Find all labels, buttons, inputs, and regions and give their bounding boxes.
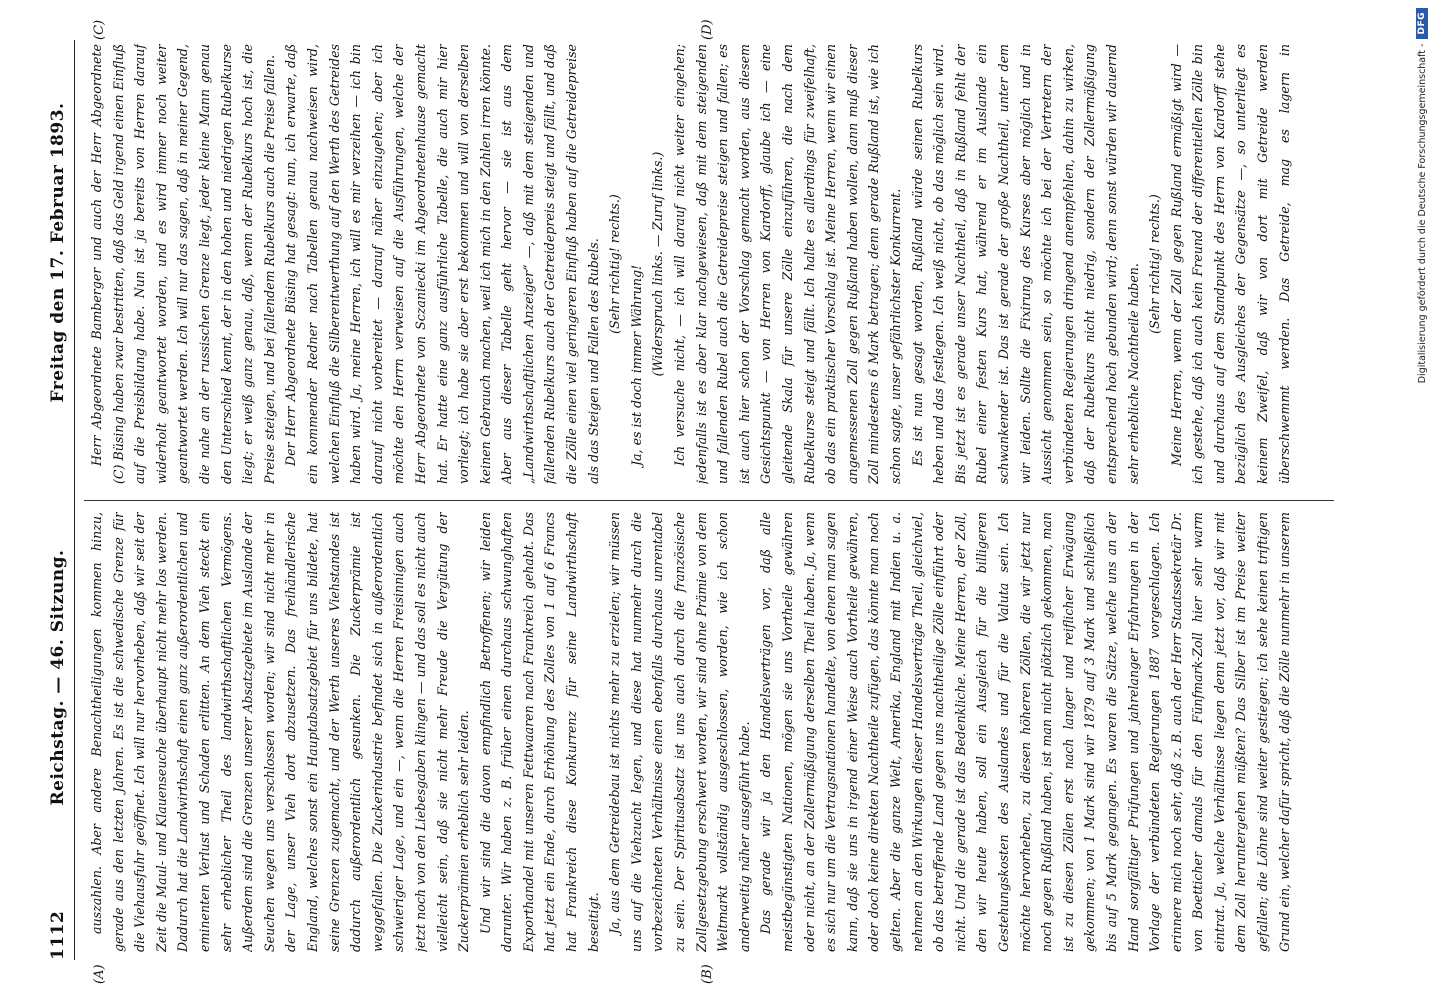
header-session-title: Reichstag. — 46. Sitzung. (48, 549, 68, 806)
dfg-watermark (1414, 8, 1430, 992)
margin-marker-c: (C) (92, 19, 107, 40)
paragraph: Das gerade wir ja den Handelsverträgen vor, daß alle meistbegünstigten Nationen, mögen sie uns Vortheile gewähren oder nicht, an der Zollermäßigung derselben Theil haben. Ja, wenn es sich nur um die Vertragsnationen handelte, von denen man sagen kann, daß sie uns in irgend einer Weise auch Vortheile gewähren, oder doch keine direkten Nachtheile zufügen, das könnte man noch gelten. Aber die ganze Welt, Amerika, England mit Indien u. a. nehmen an den Wirkungen dieser Handelsverträge Theil, gleichviel, ob das betreffende Land gegen uns nachtheilige Zölle einführt oder nicht. Und die gerade ist das Bedenkliche. Meine Herren, der Zoll, den wir heute haben, soll ein Ausgleich für die billigeren Gestehungskosten des Auslandes und für die Valuta sein. Ich möchte hervorheben, zu diesen höheren Zöllen, die wir jetzt nur noch gegen Rußland haben, ist man nicht plötzlich gekommen, man ist zu diesen Zöllen erst nach langer und reiflicher Erwägung gekommen; von 1 Mark sind wir 1879 auf 3 Mark und schließlich bis auf 5 Mark gegangen. Es waren die Sätze, welche uns an der Hand sorgfältiger Prüfungen und jahrelanger Erfahrungen in der Vorlage der verbündeten Regierungen 1887 vorgeschlagen. Ich erinnere mich noch sehr, daß z. B. auch der Herr Staatssekretär Dr. von Boetticher damals für den Fünfmark-Zoll hier sehr warm eintrat. Ja, welche Verhältnisse liegen denn jetzt vor, daß wir mit dem Zoll heruntergehen müßten? Das Silber ist im Preise weiter gefallen; die Löhne sind weiter gestiegen; ich sehe keinen triftigen Grund ein, welcher dafür spricht, daß die Zölle nunmehr in unserem (758, 512, 1292, 952)
paragraph: (Sehr richtig! rechts.) (1147, 194, 1163, 334)
column-divider (84, 500, 1334, 501)
paragraph: auszahlen. Aber andere Benachtheiligungen kommen hinzu, gerade aus den letzten Jahren. Es ist die schwedische Grenze für die Viehausfuhr geöffnet. Ich will nur hervorheben, daß wir seit der Zeit die Maul- und Klauenseuche überhaupt nicht mehr los werden. Dadurch hat die Landwirthschaft einen ganz außerordentlichen und eminenten Verlust und Schaden erlitten. An dem Vieh steckt ein sehr erheblicher Theil des landwirthschaftlichen Vermögens. Außerdem sind die Grenzen unserer Absatzgebiete im Auslande der Seuchen wegen uns verschlossen worden; wir sind nicht mehr in der Lage, unser Vieh dort abzusetzen. Das freihändlerische England, welches sonst ein Hauptabsatzgebiet für uns bildete, hat seine Grenzen zugemacht, und der Werth unseres Viehstandes ist dadurch außerordentlich gesunken. Die Zuckerprämie ist weggefallen. Die Zuckerindustrie befindet sich in außerordentlich schwieriger Lage, und ein —, wenn die Herren Freisinnigen auch jetzt noch von den Liebesgaben klingen — und das soll es nicht auch vielleicht sein, daß sie nicht mehr Freude die Vergütung der Zuckerprämien erheblich sehr leiden. (89, 512, 472, 952)
right-text-column (86, 44, 1296, 484)
margin-marker-b: (B) (700, 964, 715, 984)
paragraph: (Widerspruch links. — Zuruf links.) (650, 151, 666, 377)
page-header (42, 40, 68, 960)
paragraph: Ja, aus dem Getreidebau ist nichts mehr zu erzielen; wir müssen uns auf die Viehzucht legen, und diese hat nunmehr durch die vorbezeichneten Verhältnisse einen ebenfalls durchaus unrentabel zu sein. Der Spiritusabsatz ist uns auch durch die französische Zollgesetzgebung erschwert worden, wir sind ohne Prämie von dem Weltmarkt vollständig ausgeschlossen, worden, wie ich schon anderweitig näher ausgeführt habe. (607, 512, 752, 952)
paragraph: (Sehr richtig! rechts.) (607, 194, 623, 334)
paragraph: Meine Herren, wenn der Zoll gegen Rußland ermäßigt wird — ich gestehe, daß ich auch kein Freund der differentiellen Zölle bin und durchaus auf dem Standpunkt des Herrn von Kardorff stehe bezüglich des Ausgleiches der Gegensätze —, so unterliegt es keinem Zweifel, daß wir von dort mit Getreide werden überschwemmt werden. Das Getreide, mag es lagern in (1168, 44, 1292, 484)
margin-marker-a: (A) (92, 964, 107, 984)
paragraph: Ja, es ist doch immer Währung! (628, 264, 644, 466)
margin-marker-d: (D) (700, 19, 715, 40)
left-text-column (86, 512, 1296, 952)
paragraph: Der Herr Abgeordnete Büsing hat gesagt: nun, ich erwarte, daß ein kommender Redner nach Tabellen genau nachweisen wird, welchen Einfluß die Silberentwerthung auf den Werth des Getreides haben wird. Ja, meine Herren, ich will es mir verzeihen — ich bin darauf nicht vorbereitet — darauf näher einzugehen; aber ich möchte den Herrn verweisen auf die Ausführungen, welche der Herr Abgeordnete von Sczaniecki im Abgeordnetenhause gemacht hat. Er hatte eine ganz ausführliche Tabelle, die auch mir hier vorliegt; ich habe sie aber erst bekommen und will von derselben keinen Gebrauch machen, weil ich mich in den Zahlen irren könnte. Aber aus dieser Tabelle geht hervor — sie ist aus dem „Landwirthschaftlichen Anzeiger“ —, daß mit dem steigenden und fallenden Rubelkurs auch der Getreidepreis steigt und fällt, und daß die Zölle einen viel geringeren Einfluß haben auf die Getreidepreise als das Steigen und Fallen des Rubels. (283, 44, 601, 484)
header-date-title: Freitag den 17. Februar 1893. (48, 102, 68, 403)
dfg-watermark-text: Digitalisierung gefördert durch die Deutsche Forschungsgemeinschaft - (1416, 43, 1428, 384)
dfg-logo: DFG (1416, 8, 1428, 39)
paragraph: Herr Abgeordnete Bamberger und auch der Herr Abgeordnete (C) Büsing haben zwar bestritten, daß das Geld irgend einen Einfluß auf die Preisbildung habe. Nun ist ja bereits von Herren darauf widerholt geantwortet worden, und es wird immer noch weiter geantwortet werden. Ich will nur das sagen, daß in meiner Gegend, die nahe an der russischen Grenze liegt, jeder kleine Mann genau den Unterschied kennt, der in den hohen und niedrigen Rubelkurse liegt; er weiß ganz genau, daß, wenn der Rubelkurs hoch ist, die Preise steigen, und bei fallendem Rubelkurs auch die Preise fallen. (89, 44, 277, 484)
paragraph: Es ist nun gesagt worden, Rußland würde seinen Rubelkurs heben und das festlegen. Ich weiß nicht, ob das möglich sein wird. Bis jetzt ist es gerade unser Nachtheil, daß in Rußland fehlt der Rubel einer festen Kurs hat, während er im Auslande ein schwankender ist. Das ist gerade der große Nachtheil, unter dem wir leiden. Sollte die Fixirung des Kurses aber möglich und in Aussicht genommen sein, so möchte ich bei der Vertretern der verbündeten Regierungen dringend anempfehlen, dahin zu wirken, daß der Rubelkurs nicht niedrig, sondern der Zollermäßigung entsprechend hoch gebunden wird; denn sonst würden wir dauernd sehr erhebliche Nachtheile haben. (909, 44, 1141, 484)
paragraph: Und wir sind die davon empfindlich Betroffenen; wir leiden darunter. Wir haben z. B. früher einen durchaus schwunghaften Exporthandel mit unseren Fettwaaren nach Frankreich gehabt. Das hat jetzt ein Ende, durch Erhöhung des Zolles von 1 auf 6 Francs hat Frankreich diese Konkurrenz für seine Landwirthschaft beseitigt. (477, 512, 601, 952)
paragraph: Ich versuche nicht, — ich will darauf nicht weiter eingehen; jedenfalls ist es aber klar nachgewiesen, daß mit dem steigenden und fallenden Rubel auch die Getreidepreise steigen und fallen; es ist auch hier schon der Vorschlag gemacht worden, aus diesem Gesichtspunkt — von Herren von Kardorff, glaube ich — eine gleitende Skala für unsere Zölle einzuführen, die nach dem Rubelkurse steigt und fällt. Ich halte es allerdings für zweifelhaft, ob das ein praktischer Vorschlag ist. Meine Herren, wenn wir einen angemessenen Zoll gegen Rußland haben wollen, dann muß dieser Zoll mindestens 6 Mark betragen; denn gerade Rußland ist, wie ich schon sagte, unser gefährlichster Konkurrent. (672, 44, 903, 484)
header-rule (74, 40, 75, 960)
page-number: 1112 (48, 910, 68, 960)
